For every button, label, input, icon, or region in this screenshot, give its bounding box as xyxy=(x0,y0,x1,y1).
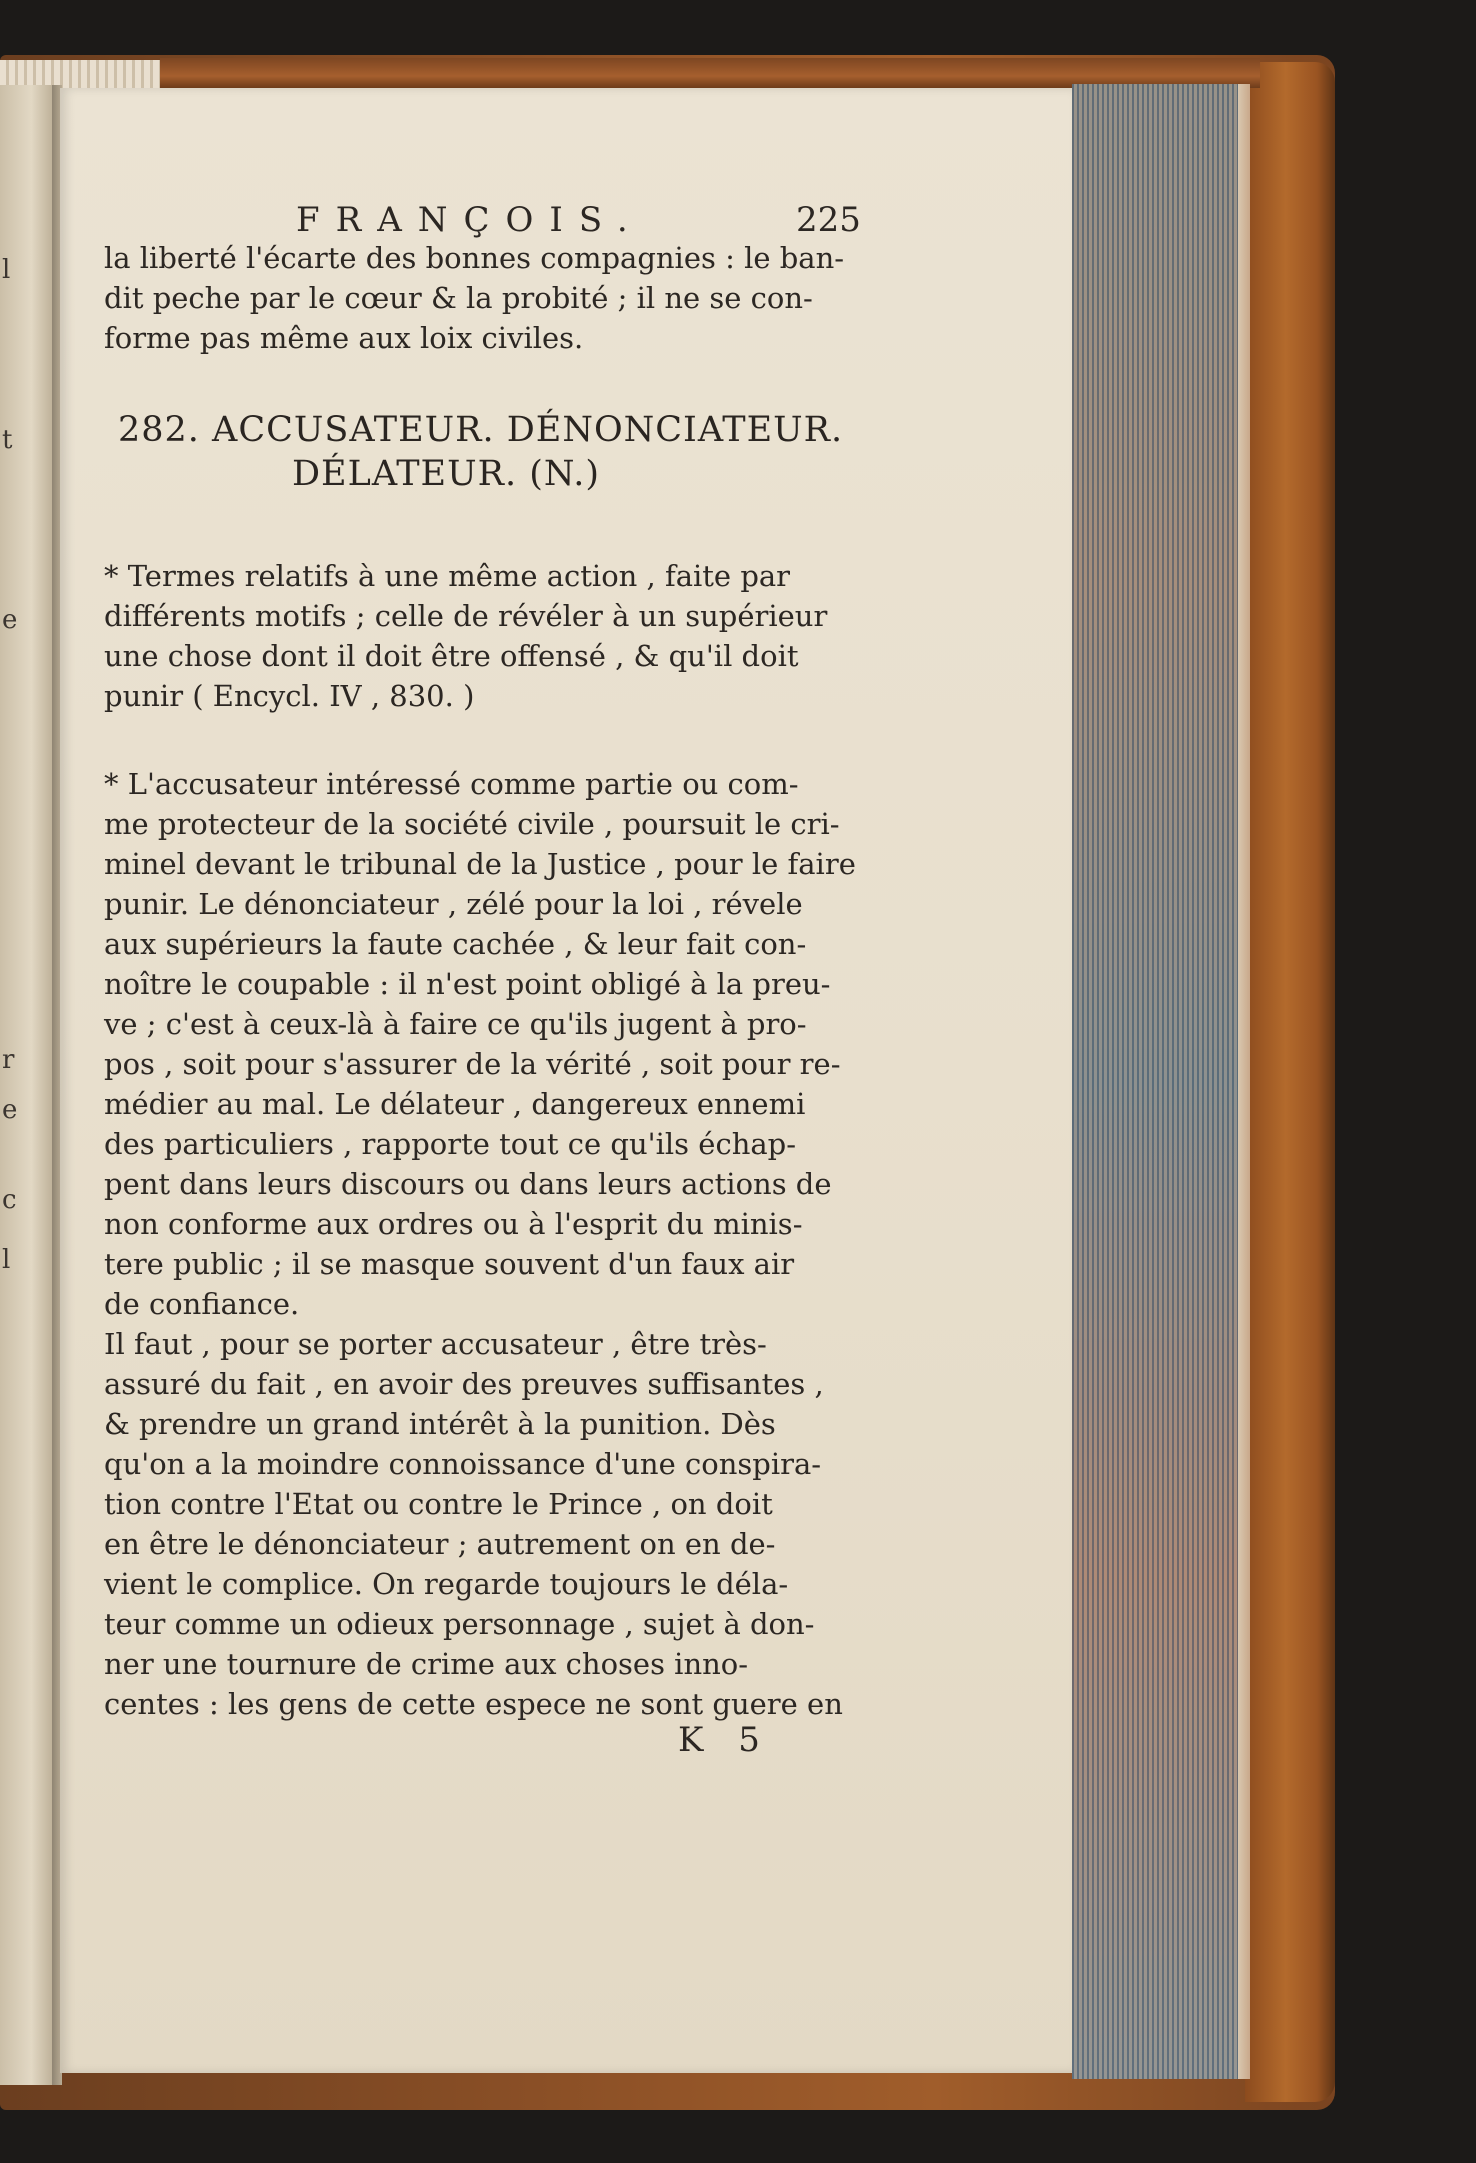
text-line: teur comme un odieux personnage , sujet à don- xyxy=(104,1607,815,1641)
verso-fragment: c xyxy=(2,1185,17,1215)
text-line: qu'on a la moindre connoissance d'une conspira- xyxy=(104,1447,822,1481)
verso-fragment: l xyxy=(2,1245,11,1275)
verso-fragment: t xyxy=(2,425,13,455)
text-line: ner une tournure de crime aux choses inno- xyxy=(104,1647,749,1681)
text-line: différents motifs ; celle de révéler à un supérieur xyxy=(104,599,828,633)
text-line: tion contre l'Etat ou contre le Prince , on doit xyxy=(104,1487,773,1521)
text-line: non conforme aux ordres ou à l'esprit du minis- xyxy=(104,1207,803,1241)
running-head-title: FRANÇOIS. xyxy=(296,200,644,240)
text-line: me protecteur de la société civile , poursuit le cri- xyxy=(104,807,840,841)
text-line: minel devant le tribunal de la Justice , pour le faire xyxy=(104,847,856,881)
recto-page xyxy=(60,88,1072,2073)
page-block-rim xyxy=(1238,84,1250,2079)
text-line: de confiance. xyxy=(104,1287,300,1321)
text-line: * Termes relatifs à une même action , faite par xyxy=(104,559,791,593)
text-line: noître le coupable : il n'est point obligé à la preu- xyxy=(104,967,831,1001)
verso-fragment: l xyxy=(2,255,11,285)
text-line: pos , soit pour s'assurer de la vérité , soit pour re- xyxy=(104,1047,841,1081)
text-line: forme pas même aux loix civiles. xyxy=(104,321,584,355)
cover-fore-edge xyxy=(1245,62,1335,2102)
text-line: aux supérieurs la faute cachée , & leur fait con- xyxy=(104,927,807,961)
text-line: en être le dénonciateur ; autrement on en de- xyxy=(104,1527,776,1561)
headband xyxy=(0,60,160,88)
entry-heading-line-2: DÉLATEUR. (N.) xyxy=(292,454,601,494)
text-line: tere public ; il se masque souvent d'un faux air xyxy=(104,1247,795,1281)
text-line: & prendre un grand intérêt à la punition. Dès xyxy=(104,1407,776,1441)
text-line: assuré du fait , en avoir des preuves suffisantes , xyxy=(104,1367,824,1401)
text-line: médier au mal. Le délateur , dangereux ennemi xyxy=(104,1087,806,1121)
text-line: * L'accusateur intéressé comme partie ou com- xyxy=(104,767,799,801)
text-line: punir. Le dénonciateur , zélé pour la loi , révele xyxy=(104,887,803,921)
text-line: vient le complice. On regarde toujours le déla- xyxy=(104,1567,789,1601)
verso-fragment: r xyxy=(2,1045,15,1075)
text-line: des particuliers , rapporte tout ce qu'ils échap- xyxy=(104,1127,797,1161)
page-block-fore-edge xyxy=(1072,84,1248,2079)
text-line: punir ( Encycl. IV , 830. ) xyxy=(104,679,475,713)
text-line: la liberté l'écarte des bonnes compagnies : le ban- xyxy=(104,241,845,275)
signature-mark: K 5 xyxy=(678,1720,772,1760)
verso-fragment: e xyxy=(2,605,18,635)
text-line: centes : les gens de cette espece ne sont guere en xyxy=(104,1687,843,1721)
page-number: 225 xyxy=(796,200,861,240)
text-line: pent dans leurs discours ou dans leurs actions de xyxy=(104,1167,832,1201)
verso-fragment: e xyxy=(2,1095,18,1125)
entry-heading-line-1: 282. ACCUSATEUR. DÉNONCIATEUR. xyxy=(118,410,844,450)
text-line: Il faut , pour se porter accusateur , être très- xyxy=(104,1327,767,1361)
verso-page-edge xyxy=(0,85,52,2085)
text-line: ve ; c'est à ceux-là à faire ce qu'ils jugent à pro- xyxy=(104,1007,807,1041)
text-line: dit peche par le cœur & la probité ; il ne se con- xyxy=(104,281,813,315)
text-line: une chose dont il doit être offensé , & qu'il doit xyxy=(104,639,799,673)
